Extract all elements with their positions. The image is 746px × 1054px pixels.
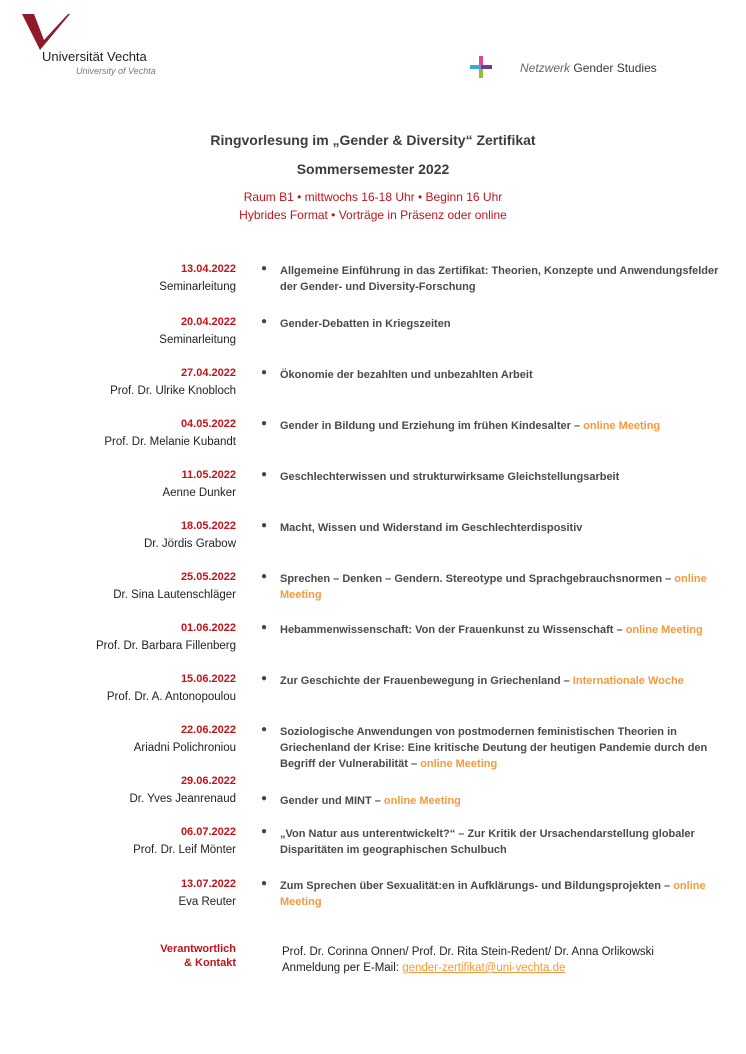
bullet-icon: ● [261,878,268,889]
entry-topic: Zur Geschichte der Frauenbewegung in Griechenland – Internationale Woche [280,675,684,687]
page-subtitle: Sommersemester 2022 [296,161,450,177]
online-meeting-note: online Meeting [625,624,703,636]
entry-date: 20.04.2022 [180,316,236,328]
bullet-icon: ● [261,622,268,633]
info-line-1: Raum B1 • mittwochs 16-18 Uhr • Beginn 16 Uhr [243,190,503,204]
international-week-note: Internationale Woche [572,675,684,687]
entry-speaker: Prof. Dr. Barbara Fillenberg [96,640,236,652]
entry-topic: Macht, Wissen und Widerstand im Geschlechterdispositiv [280,522,583,534]
online-meeting-note: online Meeting [280,880,706,908]
entry-speaker: Dr. Sina Lautenschläger [113,589,236,601]
bullet-icon: ● [261,793,268,804]
entry-speaker: Prof. Dr. Melanie Kubandt [104,436,236,448]
entry-speaker: Eva Reuter [178,896,236,908]
bullet-icon: ● [261,469,268,480]
entry-speaker: Seminarleitung [159,281,236,293]
entry-speaker: Seminarleitung [159,334,236,346]
registration-label: Anmeldung per E-Mail: [282,962,399,974]
entry-date: 18.05.2022 [180,520,236,532]
entry-date: 13.04.2022 [180,263,236,275]
entry-date: 29.06.2022 [180,775,236,787]
online-meeting-note: online Meeting [420,758,498,770]
page-title: Ringvorlesung im „Gender & Diversity“ Zertifikat [210,132,536,148]
online-meeting-note: online Meeting [280,573,707,601]
entry-speaker: Dr. Yves Jeanrenaud [129,793,236,805]
contact-label [160,942,236,970]
bullet-icon: ● [261,571,268,582]
bullet-icon: ● [261,724,268,735]
entry-date: 22.06.2022 [180,724,236,736]
university-name: Universität Vechta [42,49,147,64]
network-name [520,61,657,75]
bullet-icon: ● [261,263,268,274]
registration-line [282,960,654,976]
entry-topic: Gender und MINT – online Meeting [280,795,461,807]
entry-date: 27.04.2022 [180,367,236,379]
entry-date: 13.07.2022 [180,878,236,890]
bullet-icon: ● [261,520,268,531]
entry-topic: „Von Natur aus unterentwickelt?“ – Zur Kritik der Ursachendarstellung globaler Disparitäten im geographischen Schulbuch [280,828,695,856]
entry-topic: Gender-Debatten in Kriegszeiten [280,318,451,330]
bullet-icon: ● [261,367,268,378]
entry-speaker: Prof. Dr. Leif Mönter [133,844,236,856]
network-prefix: Netzwerk [520,61,571,75]
network-title: Gender Studies [573,61,657,75]
bullet-icon: ● [261,316,268,327]
entry-topic: Zum Sprechen über Sexualität:en in Aufklärungs- und Bildungsprojekten – online Meeting [280,880,706,908]
entry-speaker: Prof. Dr. A. Antonopoulou [106,691,236,703]
entry-topic: Hebammenwissenschaft: Von der Frauenkunst zu Wissenschaft – online Meeting [280,624,703,636]
network-logo-icon [470,56,492,78]
contact-names: Prof. Dr. Corinna Onnen/ Prof. Dr. Rita Stein-Redent/ Dr. Anna Orlikowski [282,946,654,958]
info-line-2: Hybrides Format • Vorträge in Präsenz oder online [239,208,507,222]
contact-details [282,944,654,976]
entry-date: 06.07.2022 [180,826,236,838]
entry-date: 04.05.2022 [180,418,236,430]
university-subtitle: University of Vechta [76,66,156,76]
entry-topic: Sprechen – Denken – Gendern. Stereotype und Sprachgebrauchsnormen – online Meeting [280,573,707,601]
entry-speaker: Dr. Jördis Grabow [143,538,236,550]
email-link[interactable]: gender-zertifikat@uni-vechta.de [402,962,566,974]
contact-label-line1: Verantwortlich [160,943,236,955]
entry-date: 01.06.2022 [180,622,236,634]
bullet-icon: ● [261,826,268,837]
contact-label-line2: & Kontakt [184,957,236,969]
entry-topic: Ökonomie der bezahlten und unbezahlten Arbeit [280,369,533,381]
entry-topic: Geschlechterwissen und strukturwirksame Gleichstellungsarbeit [280,471,620,483]
bullet-icon: ● [261,418,268,429]
entry-topic: Soziologische Anwendungen von postmodernen feministischen Theorien in Griechenland der Krise: Eine kritische Deutung der heutigen Pandemie durch den Begriff der Vulnerabilität – online Meeting [280,726,708,770]
online-meeting-note: online Meeting [383,795,461,807]
entry-speaker: Aenne Dunker [162,487,236,499]
entry-topic: Allgemeine Einführung in das Zertifikat: Theorien, Konzepte und Anwendungsfelder der Gender- und Diversity-Forschung [280,265,719,293]
entry-speaker: Ariadni Polichroniou [133,742,236,754]
entry-date: 11.05.2022 [181,469,236,481]
entry-date: 15.06.2022 [180,673,236,685]
online-meeting-note: online Meeting [583,420,661,432]
entry-date: 25.05.2022 [180,571,236,583]
entry-speaker: Prof. Dr. Ulrike Knobloch [110,385,236,397]
bullet-icon: ● [261,673,268,684]
entry-topic: Gender in Bildung und Erziehung im frühen Kindesalter – online Meeting [280,420,661,432]
